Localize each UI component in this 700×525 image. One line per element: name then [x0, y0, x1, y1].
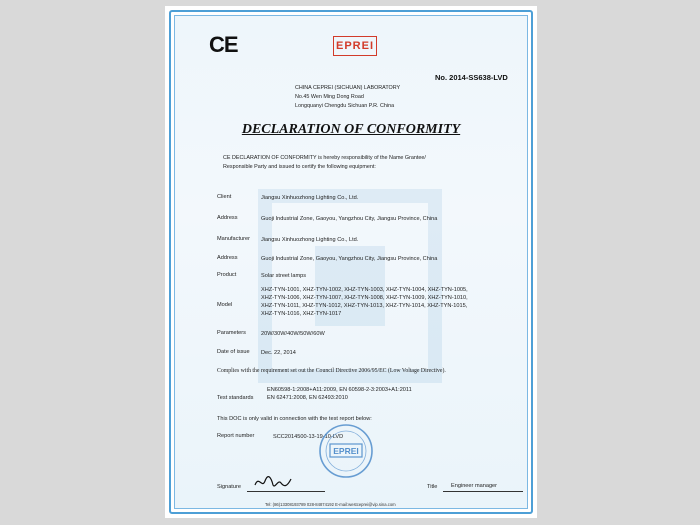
date-of-issue-value: Dec. 22, 2014 — [261, 350, 296, 356]
intro-line: CE DECLARATION OF CONFORMITY is hereby responsibility of the Name Grantee/ — [223, 155, 426, 161]
lab-street: No.45 Wen Ming Dong Road — [295, 94, 364, 100]
address-label: Address — [217, 215, 238, 221]
parameters-label: Parameters — [217, 330, 246, 336]
test-standards-label: Test standards — [217, 395, 254, 401]
address-label: Address — [217, 255, 238, 261]
certificate — [165, 6, 537, 518]
signature-line — [247, 491, 325, 492]
ceprei-logo: EPREI — [333, 36, 377, 56]
handwritten-signature-icon — [253, 473, 293, 491]
report-number-value: SCC2014500-13-19-10-LVD — [273, 434, 344, 440]
client-value: Jiangsu Xinhuozhong Lighting Co., Ltd. — [261, 195, 359, 201]
report-number-label: Report number — [217, 433, 255, 439]
test-standard-line: EN 62471:2008, EN 62493:2010 — [267, 395, 348, 401]
footer-contact: Tel: (86)13308193789 028-84874192 E-mail:westceprei@vip.sina.com — [265, 502, 396, 507]
model-line: XHZ-TYN-1016, XHZ-TYN-1017 — [261, 311, 342, 317]
certificate-number: No. 2014-SS638-LVD — [435, 73, 508, 82]
manufacturer-address-value: Guoji Industrial Zone, Gaoyou, Yangzhou City, Jiangsu Province, China — [261, 256, 438, 262]
manufacturer-label: Manufacturer — [217, 236, 250, 242]
date-of-issue-label: Date of issue — [217, 349, 250, 355]
model-label: Model — [217, 302, 233, 308]
test-standard-line: EN60598-1:2008+A11:2009, EN 60598-2-3:2003+A1:2011 — [267, 387, 412, 393]
model-line: XHZ-TYN-1001, XHZ-TYN-1002, XHZ-TYN-1003, XHZ-TYN-1004, XHZ-TYN-1005, — [261, 287, 468, 293]
title-label: Title — [427, 484, 438, 490]
lab-address — [295, 84, 400, 111]
product-label: Product — [217, 272, 237, 278]
client-address-value: Guoji Industrial Zone, Gaoyou, Yangzhou City, Jiangsu Province, China — [261, 216, 438, 222]
product-value: Solar street lamps — [261, 273, 307, 279]
doc-valid-statement: This DOC is only valid in connection with the test report below: — [217, 416, 372, 422]
complies-statement: Complies with the requirement set out the Council Directive 2006/95/EC (Low Voltage Directive). — [217, 368, 446, 374]
model-line: XHZ-TYN-1011, XHZ-TYN-1012, XHZ-TYN-1013, XHZ-TYN-1014, XHZ-TYN-1015, — [261, 303, 468, 309]
intro-text — [223, 154, 513, 172]
lab-name: CHINA CEPREI (SICHUAN) LABORATORY — [295, 85, 401, 91]
model-list — [261, 286, 468, 318]
ce-mark: CE — [209, 32, 238, 57]
model-line: XHZ-TYN-1006, XHZ-TYN-1007, XHZ-TYN-1008, XHZ-TYN-1009, XHZ-TYN-1010, — [261, 295, 468, 301]
official-stamp-icon — [318, 423, 374, 479]
lab-city: Longquanyi Chengdu Sichuan P.R. China — [295, 103, 395, 109]
document-title: DECLARATION OF CONFORMITY — [241, 122, 461, 137]
stamp-text: EPREI — [333, 446, 359, 456]
signature-label: Signature — [217, 484, 241, 490]
parameters-value: 20W/30W/40W/50W/60W — [261, 331, 325, 337]
test-standards-list — [267, 386, 412, 402]
manufacturer-value: Jiangsu Xinhuozhong Lighting Co., Ltd. — [261, 237, 359, 243]
signature-section — [217, 476, 517, 498]
client-label: Client — [217, 194, 232, 200]
intro-line: Responsible Party and issued to certify the following equipment: — [223, 164, 376, 170]
title-value: Engineer manager — [451, 483, 498, 489]
title-line — [443, 491, 523, 492]
